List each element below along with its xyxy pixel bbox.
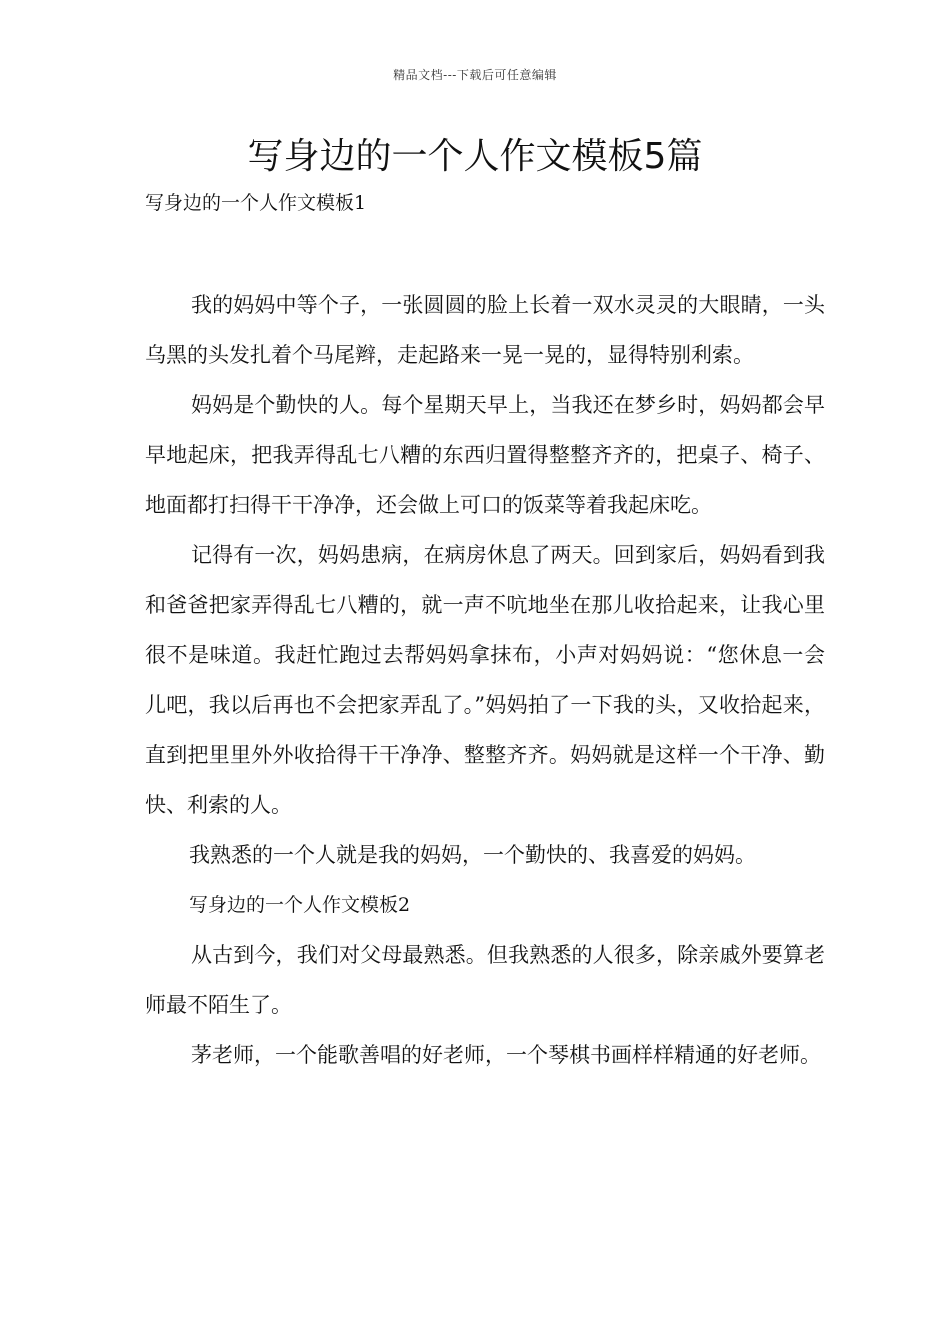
document-title: 写身边的一个人作文模板5篇 bbox=[247, 136, 703, 177]
section-heading-1: 写身边的一个人作文模板1 bbox=[145, 192, 367, 214]
paragraph: 茅老师，一个能歌善唱的好老师，一个琴棋书画样样精通的好老师。 bbox=[191, 1043, 821, 1067]
paragraph: 我的妈妈中等个子，一张圆圆的脸上长着一双水灵灵的大眼睛，一头乌黑的头发扎着个马尾辫，走起路来一晃一晃的，显得特别利索。 bbox=[145, 293, 825, 367]
paragraph: 妈妈是个勤快的人。每个星期天早上，当我还在梦乡时，妈妈都会早早地起床，把我弄得乱七八糟的东西归置得整整齐齐的，把桌子、椅子、地面都打扫得干干净净，还会做上可口的饭菜等着我起床吃。 bbox=[145, 393, 825, 517]
section-heading-2: 写身边的一个人作文模板2 bbox=[189, 894, 411, 916]
paragraph: 我熟悉的一个人就是我的妈妈，一个勤快的、我喜爱的妈妈。 bbox=[189, 843, 756, 867]
paragraph: 从古到今，我们对父母最熟悉。但我熟悉的人很多，除亲戚外要算老师最不陌生了。 bbox=[145, 943, 825, 1017]
header-note: 精品文档---下载后可任意编辑 bbox=[393, 68, 557, 82]
document-body bbox=[145, 280, 825, 1080]
paragraph: 记得有一次，妈妈患病，在病房休息了两天。回到家后，妈妈看到我和爸爸把家弄得乱七八糟的，就一声不吭地坐在那儿收拾起来，让我心里很不是味道。我赶忙跑过去帮妈妈拿抹布，小声对妈妈说：“您休息一会儿吧，我以后再也不会把家弄乱了。”妈妈拍了一下我的头，又收拾起来，直到把里里外外收拾得干干净净、整整齐齐。妈妈就是这样一个干净、勤快、利索的人。 bbox=[145, 543, 825, 817]
